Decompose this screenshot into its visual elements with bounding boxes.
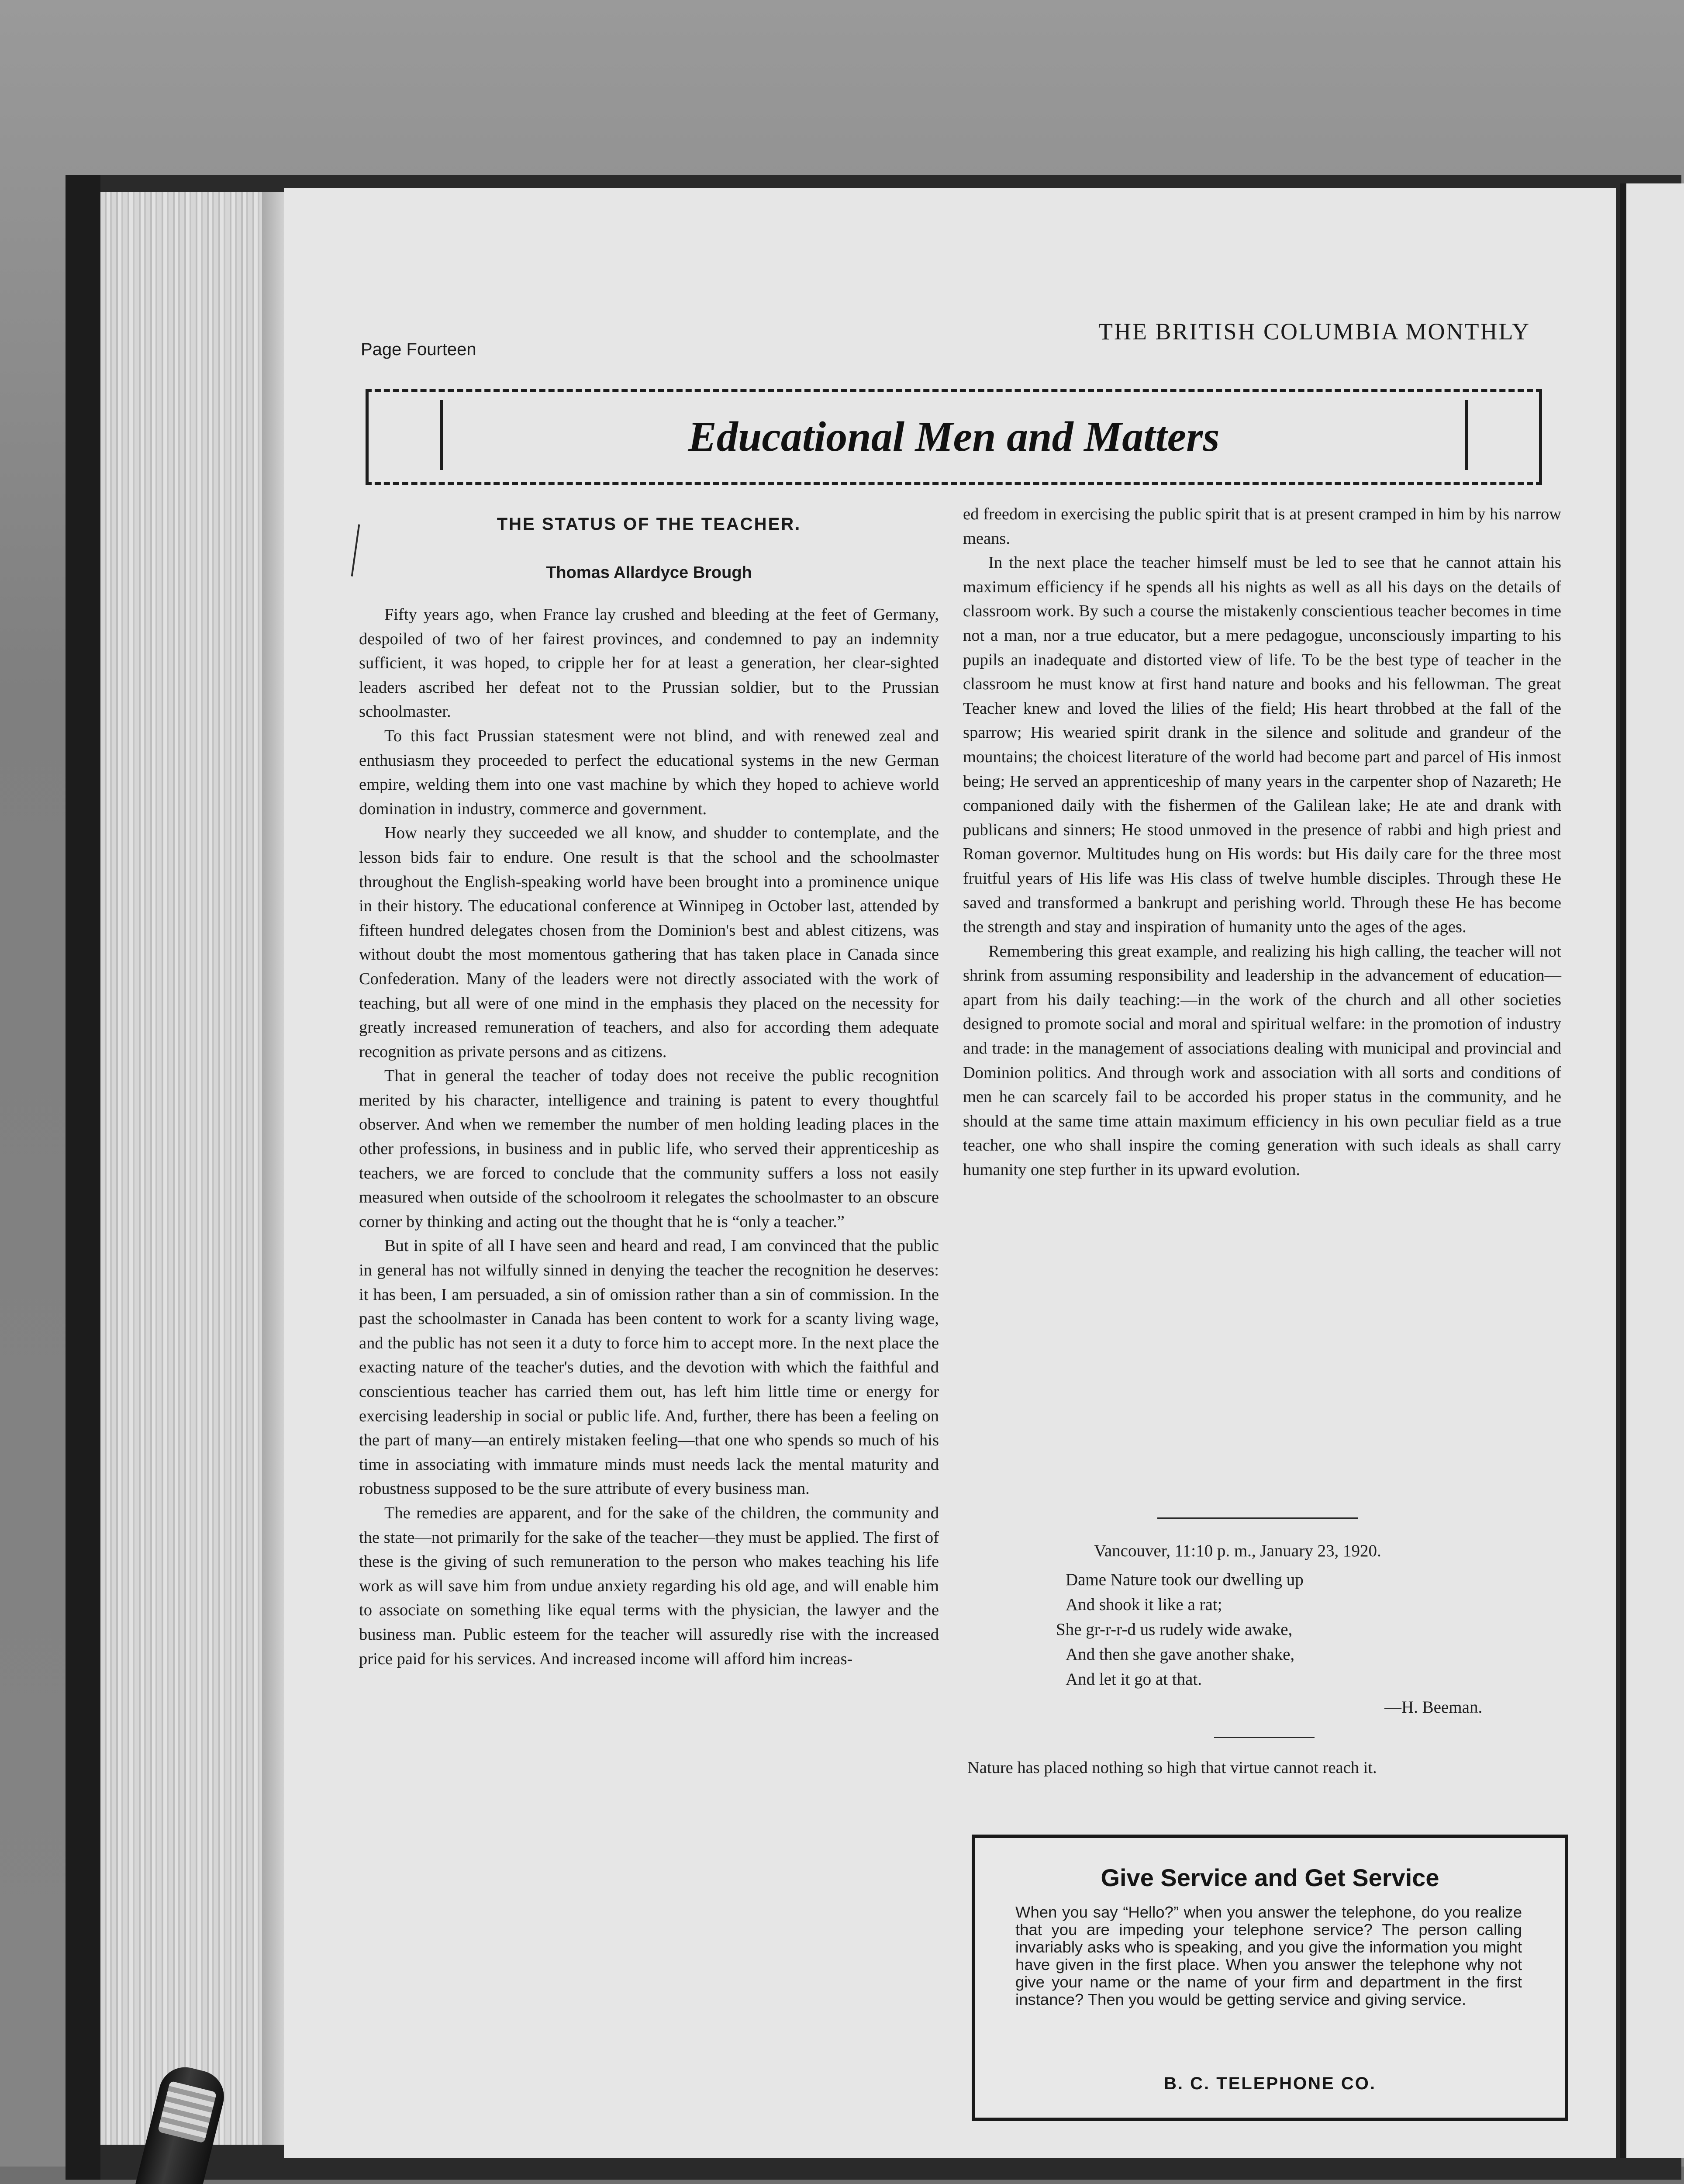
poem-line: Dame Nature took our dwelling up <box>1066 1570 1304 1589</box>
article-paragraph: How nearly they succeeded we all know, and shudder to contemplate, and the lesson bids fair to endure. One result is that the school and the schoolmaster throughout the English-speaking world have been brought into a prominence unique in their history. The educational conference at Winnipeg in October last, attended by fifteen hundred delegates chosen from the Dominion's best and ablest citizens, was without doubt the most momentous gathering that has taken place in Canada since Confederation. Many of the leaders were not directly associated with the work of teaching, but all were of one mind in the emphasis they placed on the necessity for greatly increased remuneration of teachers, and also for according them adequate recognition as private persons and as citizens. <box>359 824 939 1061</box>
poem-dateline: Vancouver, 11:10 p. m., January 23, 1920. <box>1094 1541 1381 1560</box>
ad-headline: Give Service and Get Service <box>1101 1864 1439 1891</box>
article-paragraph: Fifty years ago, when France lay crushed and bleeding at the feet of Germany, despoiled of two of her fairest provinces, and condemned to pay an indemnity sufficient, it was hoped, to cripple her for at least a generation, her clear-sighted leaders ascribed her defeat not to the Prussian soldier, but to the Prussian schoolmaster. <box>359 605 939 721</box>
ad-sponsor: B. C. TELEPHONE CO. <box>1164 2074 1376 2093</box>
article-paragraph: To this fact Prussian statesment were not blind, and with renewed zeal and enthusiasm they proceeded to perfect the educational systems in the new German empire, welding them into one vast machine by which they hoped to achieve world domination in industry, commerce and government. <box>359 726 939 818</box>
article-column-right <box>963 502 1561 1182</box>
section-banner <box>360 384 1547 490</box>
poem-line: She gr-r-r-d us rudely wide awake, <box>1056 1620 1293 1639</box>
running-head: THE BRITISH COLUMBIA MONTHLY <box>1098 318 1531 345</box>
poem-line: And let it go at that. <box>1066 1670 1202 1689</box>
poem-line: And shook it like a rat; <box>1066 1595 1222 1614</box>
article-paragraph: Remembering this great example, and realizing his high calling, the teacher will not shrink from assuming responsibility and leadership in the advancement of education—apart from his daily teaching:—in the work of the church and all other societies designed to promote social and moral and spiritual welfare: in the promotion of industry and trade: in the management of associations dealing with municipal and provincial and Dominion politics. And through work and association with all sorts and conditions of men he can scarcely fail to be accorded his proper status in the community, and he should at the same time attain maximum efficiency in his own peculiar field as a true teacher, one who shall inspire the coming generation with such ideals as shall carry humanity one step further in its upward evolution. <box>963 942 1561 1179</box>
article-column-left <box>359 603 939 1671</box>
article-paragraph: But in spite of all I have seen and heard and read, I am convinced that the public in general has not wilfully sinned in denying the teacher the recognition he deserves: it has been, I am persuaded, a sin of omission rather than a sin of commission. In the past the schoolmaster in Canada has been content to work for a scanty living wage, and the public has not seen it a duty to force him to accept more. In the next place the exacting nature of the teacher's duties, and the devotion with which the faithful and conscientious teacher has carried them out, has left him little time or energy for exercising leadership in social or public life. And, further, there has been a feeling on the part of many—an entirely mistaken feeling—that one who spends so much of his time in associating with immature minds must needs lack the mental maturity and robustness supposed to be the sure attribute of every business man. <box>359 1237 939 1498</box>
advertisement-box <box>972 1835 1568 2121</box>
pencil-ferrule <box>158 2081 217 2143</box>
article-paragraph: The remedies are apparent, and for the sake of the children, the community and the state—not primarily for the sake of the teacher—they must be applied. The first of these is the giving of such remuneration to the person who makes teaching his life work as will save him from undue anxiety regarding his old age, and will enable him to associate on something like equal terms with the physician, the lawyer and the business man. Public esteem for the teacher will assuredly rise with the increased price paid for his services. And increased income will afford him increas- <box>359 1503 939 1668</box>
article-paragraph-continued: ed freedom in exercising the public spirit that is at present cramped in him by his narrow means. <box>963 505 1561 548</box>
short-divider <box>1214 1737 1315 1738</box>
page-number: Page Fourteen <box>361 340 476 359</box>
poem-author: —H. Beeman. <box>1384 1698 1483 1717</box>
article-paragraph: In the next place the teacher himself must be led to see that he cannot attain his maximum efficiency if he spends all his nights as well as all his days on the details of classroom work. By such a course the mistakenly conscientious teacher becomes in time not a man, nor a true educator, but a mere pedagogue, unconsciously imparting to his pupils an inadequate and distorted view of life. To be the best type of teacher in the classroom he must know at first hand nature and books and his fellowman. The great Teacher knew and loved the lilies of the field; His heart throbbed at the fall of the sparrow; His wearied spirit drank in the silence and solitude and grandeur of the mountains; the choicest literature of the world had become part and parcel of His inmost being; He served an apprenticeship of many years in the carpenter shop of Nazareth; He companioned daily with the fishermen of the Galilean lake; He ate and drank with publicans and sinners; He stood unmoved in the presence of rabbi and high priest and Roman governor. Multitudes hung on His words: but His daily care for the three most fruitful years of His life was His class of twelve humble disciples. Through these He saved and transformed a bankrupt and perishing world. Through these He has become the strength and stay and inspiration of humanity unto the ages of the ages. <box>963 553 1561 936</box>
facing-page-edge <box>1620 183 1684 2158</box>
section-title: Educational Men and Matters <box>688 413 1220 460</box>
ad-body: When you say “Hello?” when you answer the telephone, do you realize that you are impeding your telephone service? The person calling invariably asks who is speaking, and you give the information you might have given in the first place. When you answer the telephone why not give your name or the name of your firm and department in the first instance? Then you would be getting service and giving service. <box>1015 1903 1522 2008</box>
article-author: Thomas Allardyce Brough <box>546 563 752 582</box>
section-divider <box>1157 1517 1358 1519</box>
maxim-text: Nature has placed nothing so high that virtue cannot reach it. <box>967 1759 1377 1777</box>
article-title: THE STATUS OF THE TEACHER. <box>497 515 801 534</box>
page-edges <box>100 192 266 2145</box>
book-spine <box>66 175 100 2180</box>
article-paragraph: That in general the teacher of today does not receive the public recognition merited by his character, intelligence and training is patent to every thoughtful observer. And when we remember the number of men holding leading places in the other professions, in business and in public life, who served their apprenticeship as teachers, we are forced to conclude that the community suffers a loss not easily measured when outside of the schoolroom it relegates the schoolmaster to an obscure corner by thinking and acting out the thought that he is “only a teacher.” <box>359 1067 939 1231</box>
poem-line: And then she gave another shake, <box>1066 1645 1295 1664</box>
